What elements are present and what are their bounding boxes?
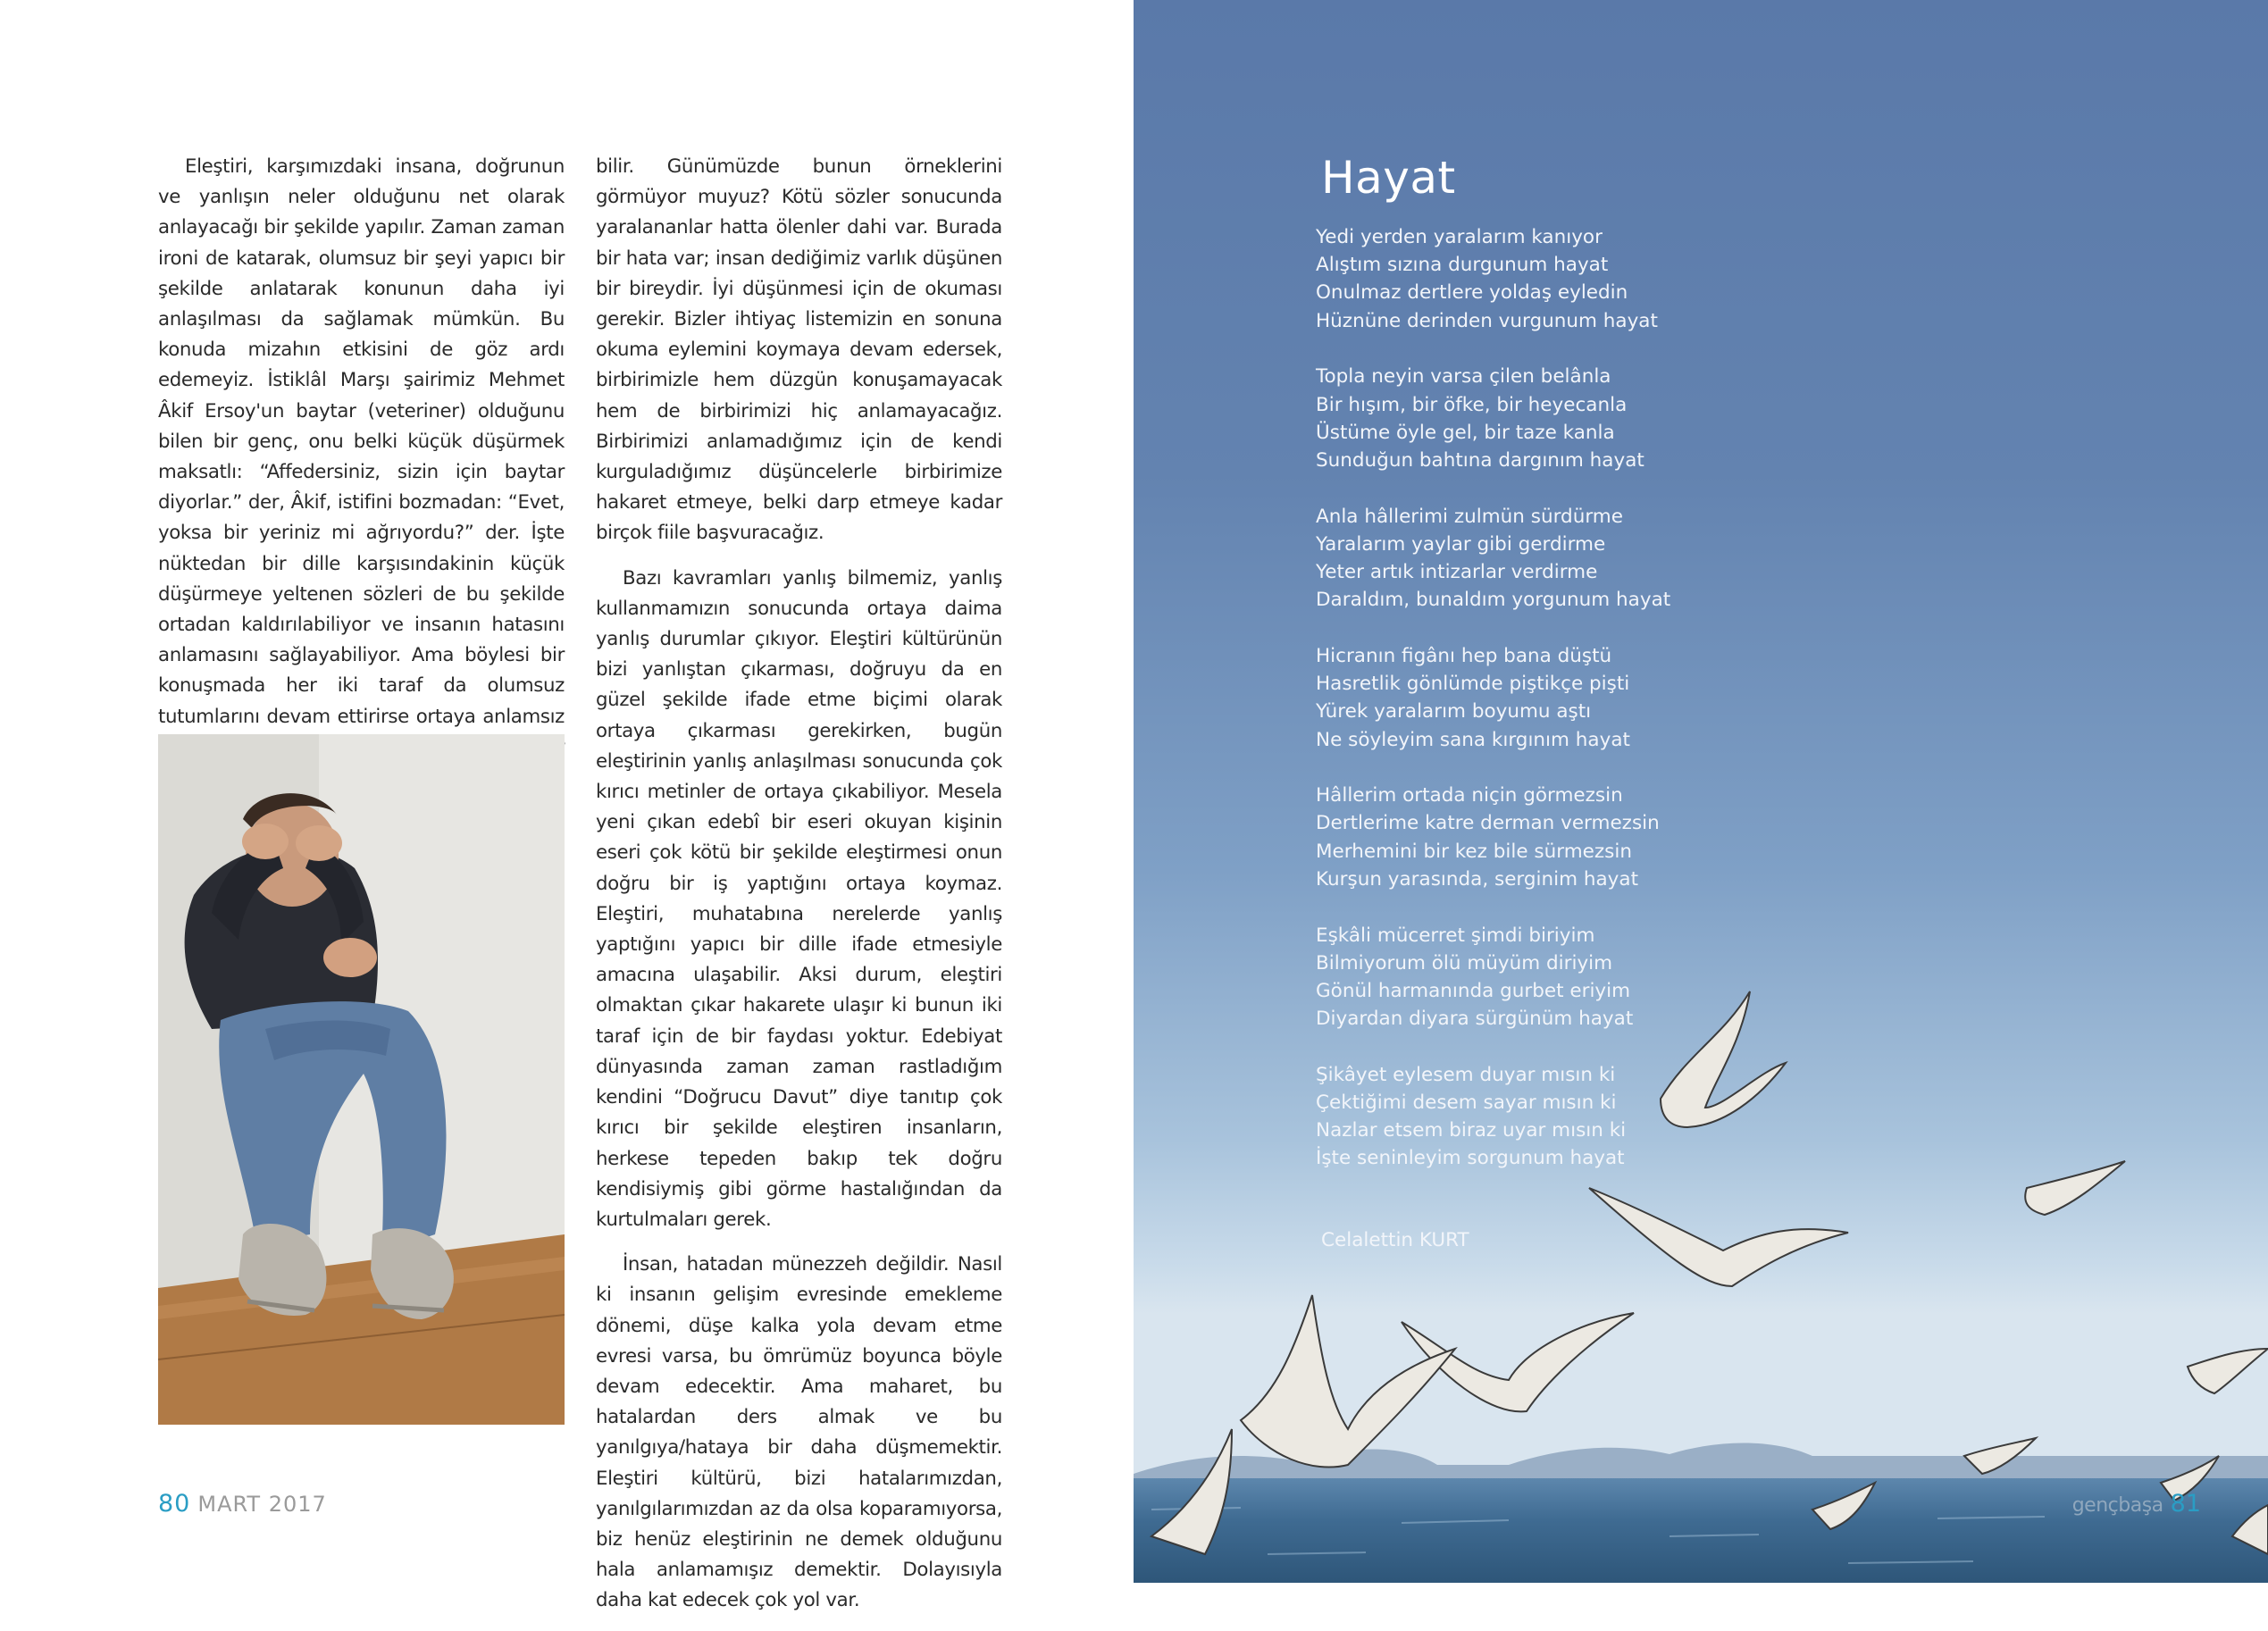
poem-line: Daraldım, bunaldım yorgunum hayat xyxy=(1316,589,1671,612)
issue-date: MART 2017 xyxy=(197,1492,327,1517)
poem-line: Dertlerime katre derman vermezsin xyxy=(1316,812,1660,835)
poem-line: Bilmiyorum ölü müyüm diriyim xyxy=(1316,951,1613,974)
poem-line: Sunduğun bahtına dargınım hayat xyxy=(1316,448,1645,472)
poem-line: Merhemini bir kez bile sürmezsin xyxy=(1316,840,1632,863)
magazine-name: gençbaşa xyxy=(2071,1494,2163,1517)
left-folio xyxy=(158,1490,327,1518)
poem-line: Topla neyin varsa çilen belânla xyxy=(1316,365,1611,389)
poem-line: Anla hâllerimi zulmün sürdürme xyxy=(1316,505,1623,528)
right-folio xyxy=(2072,1490,2201,1518)
poem-line: Gönül harmanında gurbet eriyim xyxy=(1316,979,1631,1002)
poem-stanza xyxy=(1316,922,1852,1033)
poem-line: Onulmaz dertlere yoldaş eyledin xyxy=(1316,281,1628,305)
poem-line: Alıştım sızına durgunum hayat xyxy=(1316,254,1609,277)
poem-line: Üstüme öyle gel, bir taze kanla xyxy=(1316,421,1615,444)
poem-stanza xyxy=(1316,782,1852,893)
poem-author: Celalettin KURT xyxy=(1321,1229,1469,1251)
article-paragraph: bilir. Günümüzde bunun örneklerini görmüyor muyuz? Kötü sözler sonucunda yaralananlar hatta ölenler dahi var. Burada bir hata var; insan dediğimiz varlık düşünen bir bireydir. İyi düşünmesi için de okuması gerekir. Bizler ihtiyaç listemizin en sonuna okuma eylemini koymaya devam edersek, birbirimizle hem düzgün konuşamayacak hem de birbirimizi hiç anlamayacağız. Birbirimizi anlamadığımız için de kendi kurguladığımız düşüncelerle birbirimize hakaret etmeye, belki darp etmeye kadar birçok fiile başvuracağız. xyxy=(596,155,1002,545)
poem-line: Ne söyleyim sana kırgınım hayat xyxy=(1316,728,1630,751)
poem-line: Diyardan diyara sürgünüm hayat xyxy=(1316,1008,1634,1031)
poem-line: İşte seninleyim sorgunum hayat xyxy=(1316,1147,1625,1170)
poem-line: Kurşun yarasında, serginim hayat xyxy=(1316,867,1639,891)
article-paragraph: Eleştiri, karşımızdaki insana, doğrunun ve yanlışın neler olduğunu net olarak anlayacağı bir şekilde yapılır. Zaman zaman ironi de katarak, olumsuz bir şeyi yapıcı bir şekilde anlatarak konunun daha iyi anlaşılması da sağlamak mümkün. Bu konuda mizahın etkisini de göz ardı edemeyiz. İstiklâl Marşı şairimiz Mehmet Âkif Ersoy'un baytar (veteriner) olduğunu bilen bir genç, onu belki küçük düşürmek maksatlı: “Affedersiniz, sizin için baytar diyorlar.” der, Âkif, istifini bozmadan: “Evet, yoksa bir yeriniz mi ağrıyordu?” der. İşte nüktedan bir dille karşısındakinin küçük düşürmeye yeltenen sözleri de bu şekilde ortadan kaldırılabiliyor ve insanın hatasını anlamasını sağlayabiliyor. Ama böylesi bir konuşmada her iki taraf da olumsuz tutumlarını devam ettirirse ortaya anlamsız xyxy=(158,155,565,728)
poem-line: Yürek yaralarım boyumu aştı xyxy=(1316,700,1592,723)
poem-line: Şikâyet eylesem duyar mısın ki xyxy=(1316,1063,1616,1086)
poem-line: Hicranın figânı hep bana düştü xyxy=(1316,644,1612,667)
page-number: 80 xyxy=(158,1490,191,1518)
poem-stanza xyxy=(1316,642,1852,754)
poem-line: Yedi yerden yaralarım kanıyor xyxy=(1316,226,1603,248)
poem-stanza xyxy=(1316,503,1852,615)
poem-body xyxy=(1316,223,1852,1200)
poem-stanza xyxy=(1316,1061,1852,1173)
poem-line: Eşkâli mücerret şimdi biriyim xyxy=(1316,924,1595,947)
right-page xyxy=(1134,0,2268,1583)
poem-line: Çektiğimi desem sayar mısın ki xyxy=(1316,1092,1617,1115)
poem-stanza xyxy=(1316,223,1852,335)
article-column-2 xyxy=(596,152,1002,1631)
article-paragraph: Bazı kavramları yanlış bilmemiz, yanlış kullanmamızın sonucunda ortaya daima yanlış durumlar çıkıyor. Eleştiri kültürünün bizi yanlıştan çıkarması, doğruyu da en güzel şekilde ifade etme biçimi olarak ortaya çıkarması gerekirken, bugün eleştirinin yanlış anlaşılması sonucunda çok kırıcı metinler de ortaya çıkabiliyor. Mesela yeni çıkan edebî bir eseri okuyan kişinin eseri çok kötü bir şekilde eleştirmesi onun doğru bir iş yaptığını ortaya koymaz. Eleştiri, muhatabına nerelerde yanlış yaptığını yapıcı bir dille ifade etmesiyle amacına ulaşabilir. Aksi durum, eleştiri olmaktan çıkar hakarete ulaşır ki bunun iki taraf için de bir faydası yoktur. Edebiyat dünyasında zaman zaman rastladığım kendini “Doğrucu Davut” diye tanıtıp çok kırıcı bir şekilde eleştiren insanların, herkese tepeden bakıp tek doğru kendisiymiş gibi görme hastalığından da kurtulmaları gerek. xyxy=(596,566,1002,1231)
poem-stanza xyxy=(1316,363,1852,474)
page-number: 81 xyxy=(2170,1490,2201,1518)
article-column-1 xyxy=(158,152,565,807)
poem-line: Yaralarım yaylar gibi gerdirme xyxy=(1316,532,1606,556)
poem-line: Bir hışım, bir öfke, bir heyecanla xyxy=(1316,393,1628,416)
poem-line: Hüznüne derinden vurgunum hayat xyxy=(1316,309,1658,332)
article-paragraph: İnsan, hatadan münezzeh değildir. Nasıl ki insanın gelişim evresinde emekleme dönemi, düşe kalka yola devam etme evresi varsa, bu ömrümüz boyunca böyle devam edecektir. Ama maharet, bu hatalardan ders almak ve bu yanılgıya/hataya bir daha düşmemektir. Eleştiri kültürü, bizi hatalarımızdan, yanılgılarımızdan az da olsa koparamıyorsa, biz henüz eleştirinin ne demek olduğunu hala anlamamışız demektir. Dolayısıyla daha kat edecek çok yol var. xyxy=(596,1253,1002,1612)
poem-line: Hasretlik gönlümde piştikçe pişti xyxy=(1316,673,1630,696)
poem-line: Hâllerim ortada niçin görmezsin xyxy=(1316,784,1623,807)
poem-title: Hayat xyxy=(1321,152,1456,204)
poem-line: Yeter artık intizarlar verdirme xyxy=(1316,561,1598,584)
left-page xyxy=(0,0,1134,1612)
distressed-man-photo xyxy=(158,734,565,1425)
poem-line: Nazlar etsem biraz uyar mısın ki xyxy=(1316,1119,1627,1142)
